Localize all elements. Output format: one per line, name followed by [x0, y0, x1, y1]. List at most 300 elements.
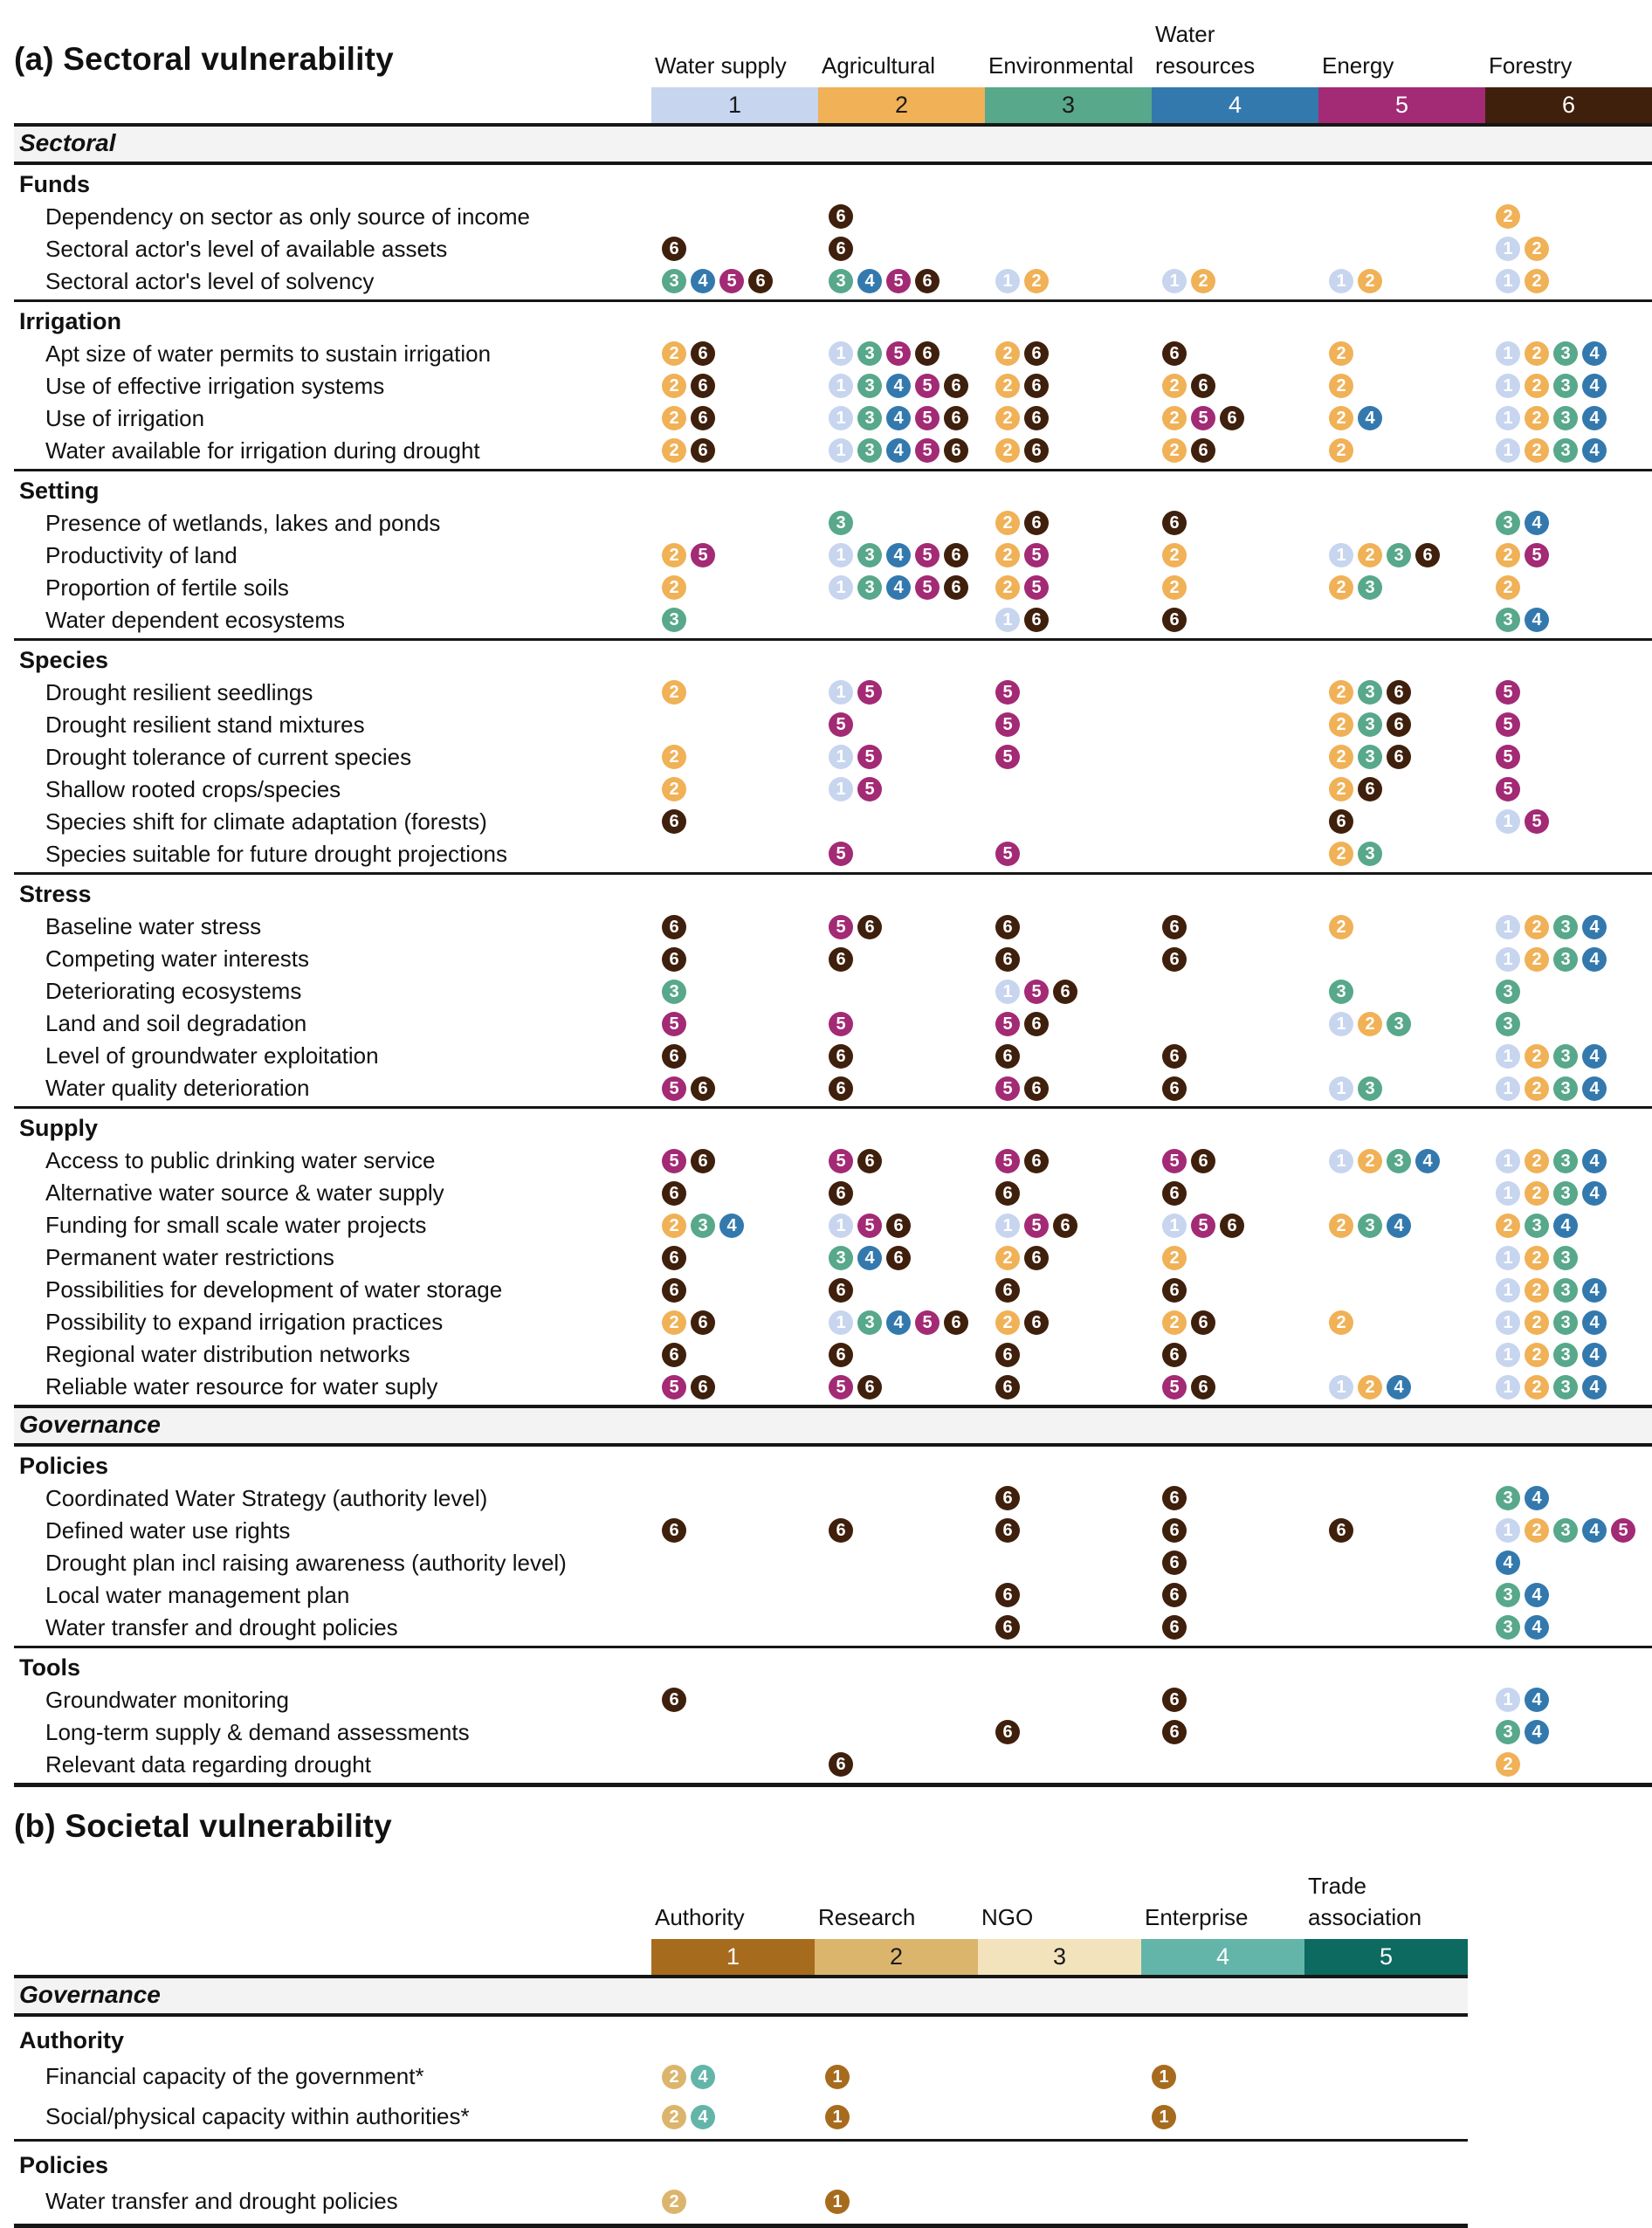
sector-badge-6: 6	[1162, 915, 1187, 939]
column-bar-segment-1: 1	[651, 1939, 815, 1975]
row-label: Social/physical capacity within authorities*	[45, 2103, 470, 2130]
sector-badge-3: 3	[857, 543, 882, 567]
row-cell	[818, 842, 985, 866]
sector-badge-2: 2	[1358, 543, 1382, 567]
row-cell	[1318, 745, 1485, 769]
sector-badge-6: 6	[1024, 1012, 1049, 1036]
row-cell	[651, 438, 818, 463]
sector-badge-4: 4	[691, 269, 715, 293]
row-label: Drought resilient stand mixtures	[45, 711, 365, 738]
table-row	[14, 1515, 1652, 1547]
row-cell	[1152, 1583, 1318, 1607]
row-cell	[818, 204, 985, 229]
table-row	[14, 201, 1652, 233]
sector-badge-2: 2	[662, 2105, 686, 2129]
sector-badge-5: 5	[995, 842, 1020, 866]
table-row	[14, 265, 1652, 298]
section-subheader: Policies	[19, 1452, 109, 1479]
sector-badge-2: 2	[662, 1214, 686, 1238]
sector-badge-2: 2	[1525, 1375, 1549, 1399]
sector-badge-6: 6	[944, 1310, 968, 1335]
sector-badge-5: 5	[1024, 980, 1049, 1004]
sector-badge-2: 2	[1329, 341, 1353, 366]
row-cell	[818, 777, 985, 801]
sector-badge-6: 6	[662, 1044, 686, 1069]
sector-badge-2: 2	[1329, 1310, 1353, 1335]
sector-badge-6: 6	[1053, 980, 1077, 1004]
row-cell	[1152, 1044, 1318, 1069]
row-label: Permanent water restrictions	[45, 1244, 334, 1271]
row-label: Water transfer and drought policies	[45, 1613, 398, 1640]
sector-badge-1: 1	[825, 2065, 850, 2089]
sector-badge-3: 3	[1358, 1076, 1382, 1101]
sector-badge-6: 6	[1220, 1214, 1244, 1238]
sector-badge-1: 1	[1496, 1343, 1520, 1367]
section-subheader: Stress	[19, 880, 92, 907]
sector-badge-2: 2	[1525, 269, 1549, 293]
row-cell	[651, 2190, 815, 2214]
sector-badge-6: 6	[691, 341, 715, 366]
row-label: Financial capacity of the government*	[45, 2063, 424, 2090]
sector-badge-2: 2	[1162, 543, 1187, 567]
sector-badge-5: 5	[1024, 543, 1049, 567]
table-row	[14, 709, 1652, 741]
sector-badge-6: 6	[1162, 1343, 1187, 1367]
sector-badge-1: 1	[1496, 1149, 1520, 1173]
sector-badge-3: 3	[857, 374, 882, 398]
sector-badge-4: 4	[1387, 1214, 1411, 1238]
sector-badge-6: 6	[995, 1044, 1020, 1069]
sector-badge-4: 4	[1582, 1149, 1607, 1173]
row-label: Deteriorating ecosystems	[45, 978, 302, 1005]
sector-badge-3: 3	[1553, 374, 1578, 398]
sector-badge-5: 5	[1162, 1375, 1187, 1399]
sector-badge-6: 6	[1053, 1214, 1077, 1238]
table-row	[14, 402, 1652, 435]
sector-badge-6: 6	[1387, 745, 1411, 769]
row-cell	[1485, 1044, 1652, 1069]
sector-badge-2: 2	[1525, 1278, 1549, 1303]
row-cell	[985, 915, 1152, 939]
sector-badge-5: 5	[1496, 777, 1520, 801]
row-cell	[651, 915, 818, 939]
sector-badge-6: 6	[1329, 809, 1353, 834]
row-cell	[985, 1343, 1152, 1367]
row-cell	[985, 269, 1152, 293]
column-bar-segment-2: 2	[818, 87, 985, 123]
row-cell	[1318, 680, 1485, 705]
row-label: Dependency on sector as only source of income	[45, 203, 530, 230]
section-subheader: Funds	[19, 170, 90, 197]
sector-badge-6: 6	[1162, 608, 1187, 632]
row-cell	[1485, 947, 1652, 972]
sector-badge-1: 1	[1329, 1375, 1353, 1399]
sector-badge-6: 6	[662, 1246, 686, 1270]
sector-badge-3: 3	[662, 269, 686, 293]
sector-badge-3: 3	[662, 608, 686, 632]
row-cell	[651, 269, 818, 293]
row-cell	[985, 680, 1152, 705]
sector-badge-2: 2	[995, 438, 1020, 463]
table-row	[14, 435, 1652, 467]
row-cell	[1152, 1518, 1318, 1543]
row-cell	[1485, 1583, 1652, 1607]
row-cell	[1152, 1720, 1318, 1744]
row-cell	[651, 1688, 818, 1712]
section-group	[14, 638, 1652, 872]
row-cell	[1318, 341, 1485, 366]
row-label: Relevant data regarding drought	[45, 1750, 371, 1778]
section-subheader: Tools	[19, 1654, 80, 1681]
row-cell	[985, 374, 1152, 398]
sector-badge-2: 2	[1525, 406, 1549, 430]
table-row	[14, 943, 1652, 975]
row-cell	[651, 980, 818, 1004]
sector-badge-5: 5	[995, 745, 1020, 769]
sector-badge-2: 2	[1329, 438, 1353, 463]
table-row	[14, 370, 1652, 402]
column-header-6	[1485, 7, 1652, 87]
table-row	[14, 338, 1652, 370]
sector-badge-5: 5	[1191, 406, 1215, 430]
section-subheader: Authority	[19, 2026, 124, 2053]
sector-badge-6: 6	[1024, 1246, 1049, 1270]
sector-badge-5: 5	[915, 1310, 940, 1335]
row-cell	[985, 608, 1152, 632]
sector-badge-2: 2	[1525, 1310, 1549, 1335]
row-cell	[1485, 1181, 1652, 1206]
sector-badge-6: 6	[1162, 947, 1187, 972]
sector-badge-2: 2	[1525, 341, 1549, 366]
sector-badge-2: 2	[662, 341, 686, 366]
sector-badge-4: 4	[1582, 915, 1607, 939]
column-header-label: Energy	[1322, 52, 1394, 79]
sector-badge-5: 5	[857, 777, 882, 801]
column-bar-segment-4: 4	[1141, 1939, 1304, 1975]
column-header-label: Forestry	[1489, 52, 1573, 79]
column-header-label: Authority	[655, 1904, 745, 1931]
sector-badge-4: 4	[1582, 1076, 1607, 1101]
sector-badge-5: 5	[691, 543, 715, 567]
row-cell	[1318, 1012, 1485, 1036]
row-cell	[651, 1076, 818, 1101]
row-cell	[818, 1343, 985, 1367]
column-color-bar	[651, 87, 1652, 123]
sector-badge-6: 6	[1162, 1278, 1187, 1303]
row-label: Use of irrigation	[45, 404, 205, 431]
sector-badge-2: 2	[1525, 1518, 1549, 1543]
row-cell	[985, 745, 1152, 769]
sector-badge-2: 2	[1329, 680, 1353, 705]
sector-badge-6: 6	[1024, 1149, 1049, 1173]
row-cell	[985, 947, 1152, 972]
row-cell	[1152, 1310, 1318, 1335]
sector-badge-1: 1	[1496, 1044, 1520, 1069]
row-cell	[1485, 1310, 1652, 1335]
row-cell	[651, 1375, 818, 1399]
sector-badge-6: 6	[829, 237, 853, 261]
row-cell	[985, 980, 1152, 1004]
sector-badge-3: 3	[1387, 1012, 1411, 1036]
row-cell	[1152, 269, 1318, 293]
row-label: Proportion of fertile soils	[45, 574, 289, 601]
sector-badge-2: 2	[1496, 1752, 1520, 1777]
sector-badge-2: 2	[1162, 374, 1187, 398]
row-cell	[651, 374, 818, 398]
sector-badge-3: 3	[1553, 1310, 1578, 1335]
row-cell	[1318, 1375, 1485, 1399]
sector-badge-2: 2	[1525, 374, 1549, 398]
row-cell	[651, 2065, 815, 2089]
row-cell	[1485, 1149, 1652, 1173]
row-cell	[1152, 1343, 1318, 1367]
sector-badge-5: 5	[719, 269, 744, 293]
row-cell	[1485, 1615, 1652, 1640]
panel-a-header	[14, 7, 1652, 123]
sector-badge-4: 4	[857, 1246, 882, 1270]
row-cell	[1485, 1720, 1652, 1744]
row-label: Possibilities for development of water storage	[45, 1276, 503, 1303]
sector-badge-2: 2	[1525, 237, 1549, 261]
sector-badge-3: 3	[1553, 1278, 1578, 1303]
sector-badge-1: 1	[825, 2190, 850, 2214]
sector-badge-2: 2	[1496, 1214, 1520, 1238]
sector-badge-3: 3	[1329, 980, 1353, 1004]
sector-badge-1: 1	[829, 438, 853, 463]
sector-badge-4: 4	[691, 2105, 715, 2129]
sector-badge-6: 6	[944, 406, 968, 430]
table-row	[14, 741, 1652, 774]
row-cell	[651, 1012, 818, 1036]
sector-badge-4: 4	[1525, 608, 1549, 632]
sector-badge-1: 1	[1496, 1375, 1520, 1399]
sector-badge-4: 4	[1525, 1720, 1549, 1744]
sector-badge-3: 3	[1358, 842, 1382, 866]
sector-badge-6: 6	[944, 575, 968, 600]
column-header-3	[985, 7, 1152, 87]
sector-badge-4: 4	[1582, 374, 1607, 398]
panel-b-title-cell	[14, 1808, 651, 1975]
row-cell	[651, 1310, 818, 1335]
sector-badge-2: 2	[1162, 438, 1187, 463]
row-cell	[1152, 1246, 1318, 1270]
row-cell	[1485, 374, 1652, 398]
sector-badge-2: 2	[1329, 374, 1353, 398]
row-cell	[818, 237, 985, 261]
sector-badge-1: 1	[829, 406, 853, 430]
sector-badge-6: 6	[1191, 1310, 1215, 1335]
sector-badge-6: 6	[1162, 1615, 1187, 1640]
row-cell	[1485, 809, 1652, 834]
sector-badge-3: 3	[1553, 1343, 1578, 1367]
sector-badge-1: 1	[1496, 374, 1520, 398]
sector-badge-5: 5	[829, 1149, 853, 1173]
sector-badge-6: 6	[662, 1343, 686, 1367]
sector-badge-6: 6	[1162, 1688, 1187, 1712]
sector-badge-2: 2	[1329, 1214, 1353, 1238]
sector-badge-4: 4	[1582, 947, 1607, 972]
sector-badge-5: 5	[829, 712, 853, 737]
row-cell	[818, 511, 985, 535]
sector-badge-3: 3	[1496, 1012, 1520, 1036]
row-cell	[651, 745, 818, 769]
row-cell	[1485, 1343, 1652, 1367]
column-labels-row	[651, 7, 1652, 87]
sector-badge-1: 1	[1496, 1246, 1520, 1270]
row-cell	[1152, 406, 1318, 430]
table-row	[14, 1209, 1652, 1241]
sector-badge-3: 3	[1496, 1720, 1520, 1744]
row-cell	[1485, 1214, 1652, 1238]
panel-a-table	[14, 123, 1652, 1787]
table-row	[14, 1716, 1652, 1749]
row-cell	[1318, 543, 1485, 567]
sector-badge-6: 6	[691, 1310, 715, 1335]
sector-badge-3: 3	[1553, 1246, 1578, 1270]
sector-badge-6: 6	[1024, 406, 1049, 430]
row-label: Reliable water resource for water suply	[45, 1373, 438, 1400]
row-cell	[1485, 237, 1652, 261]
row-cell	[651, 341, 818, 366]
sector-badge-3: 3	[1387, 1149, 1411, 1173]
row-cell	[1485, 777, 1652, 801]
table-row	[14, 975, 1652, 1007]
panel-a-title: (a) Sectoral vulnerability	[14, 41, 394, 77]
table-row	[14, 1274, 1652, 1306]
sector-badge-3: 3	[829, 1246, 853, 1270]
sector-badge-4: 4	[886, 543, 911, 567]
row-cell	[818, 1214, 985, 1238]
sector-badge-4: 4	[857, 269, 882, 293]
sector-badge-3: 3	[1553, 947, 1578, 972]
row-cell	[985, 543, 1152, 567]
sector-badge-6: 6	[1191, 438, 1215, 463]
section-subheader: Species	[19, 646, 109, 673]
table-row	[14, 838, 1652, 870]
row-cell	[1485, 1518, 1652, 1543]
sector-badge-6: 6	[691, 438, 715, 463]
sector-badge-6: 6	[662, 1278, 686, 1303]
row-cell	[1485, 712, 1652, 737]
sector-badge-5: 5	[857, 680, 882, 705]
row-cell	[985, 1720, 1152, 1744]
sector-badge-6: 6	[1162, 511, 1187, 535]
column-bar-segment-3: 3	[978, 1939, 1141, 1975]
table-row	[14, 2057, 1468, 2097]
column-bar-segment-5: 5	[1318, 87, 1485, 123]
sector-badge-4: 4	[1415, 1149, 1440, 1173]
row-cell	[1485, 680, 1652, 705]
row-label: Regional water distribution networks	[45, 1341, 410, 1368]
sector-badge-2: 2	[995, 374, 1020, 398]
sector-badge-1: 1	[1162, 1214, 1187, 1238]
row-cell	[818, 438, 985, 463]
row-cell	[985, 575, 1152, 600]
sector-badge-5: 5	[915, 575, 940, 600]
sector-badge-5: 5	[1024, 1214, 1049, 1238]
sector-badge-2: 2	[1496, 204, 1520, 229]
sector-badge-5: 5	[915, 438, 940, 463]
sector-badge-2: 2	[1358, 269, 1382, 293]
row-cell	[1318, 269, 1485, 293]
row-label: Competing water interests	[45, 946, 310, 973]
table-row	[14, 1749, 1652, 1781]
table-row	[14, 604, 1652, 636]
sector-badge-2: 2	[995, 575, 1020, 600]
sector-badge-2: 2	[1024, 269, 1049, 293]
sector-badge-1: 1	[995, 1214, 1020, 1238]
row-cell	[651, 1214, 818, 1238]
sector-badge-4: 4	[1582, 1044, 1607, 1069]
sector-badge-4: 4	[1525, 511, 1549, 535]
row-cell	[985, 438, 1152, 463]
panel-sectoral-vulnerability	[14, 7, 1652, 1787]
row-label: Defined water use rights	[45, 1516, 291, 1544]
table-row	[14, 572, 1652, 604]
section-subheader: Setting	[19, 477, 100, 504]
row-cell	[1485, 575, 1652, 600]
row-cell	[985, 1149, 1152, 1173]
sector-badge-1: 1	[1496, 269, 1520, 293]
sector-badge-3: 3	[857, 406, 882, 430]
row-cell	[818, 341, 985, 366]
section-group	[14, 872, 1652, 1106]
table-row	[14, 507, 1652, 540]
sector-badge-4: 4	[1525, 1486, 1549, 1510]
row-cell	[651, 777, 818, 801]
row-cell	[985, 1278, 1152, 1303]
sector-badge-4: 4	[1582, 341, 1607, 366]
sector-badge-1: 1	[1496, 947, 1520, 972]
sector-badge-6: 6	[886, 1246, 911, 1270]
sector-badge-3: 3	[1496, 1486, 1520, 1510]
row-cell	[651, 2105, 815, 2129]
row-cell	[985, 712, 1152, 737]
sector-badge-1: 1	[829, 1214, 853, 1238]
row-cell	[1152, 1375, 1318, 1399]
column-header-2	[818, 7, 985, 87]
sector-badge-6: 6	[1162, 1518, 1187, 1543]
row-cell	[1485, 438, 1652, 463]
row-cell	[651, 543, 818, 567]
sector-badge-1: 1	[1496, 1278, 1520, 1303]
sector-badge-1: 1	[1496, 1310, 1520, 1335]
row-cell	[815, 2065, 978, 2089]
table-row	[14, 774, 1652, 806]
sector-badge-2: 2	[995, 511, 1020, 535]
row-cell	[1485, 745, 1652, 769]
sector-badge-1: 1	[825, 2105, 850, 2129]
row-cell	[1152, 1551, 1318, 1575]
sector-badge-2: 2	[995, 341, 1020, 366]
column-header-4	[1141, 1859, 1304, 1939]
sector-badge-1: 1	[1496, 1688, 1520, 1712]
sector-badge-5: 5	[662, 1149, 686, 1173]
sector-badge-3: 3	[829, 511, 853, 535]
sector-badge-4: 4	[1525, 1688, 1549, 1712]
sector-badge-3: 3	[1387, 543, 1411, 567]
row-cell	[985, 1246, 1152, 1270]
panel-societal-vulnerability	[14, 1808, 1652, 2228]
sector-badge-6: 6	[995, 1720, 1020, 1744]
row-cell	[1485, 511, 1652, 535]
row-cell	[818, 1149, 985, 1173]
sector-badge-5: 5	[1496, 680, 1520, 705]
row-cell	[985, 1518, 1152, 1543]
sector-badge-1: 1	[829, 374, 853, 398]
row-cell	[985, 1486, 1152, 1510]
sector-badge-1: 1	[1496, 915, 1520, 939]
